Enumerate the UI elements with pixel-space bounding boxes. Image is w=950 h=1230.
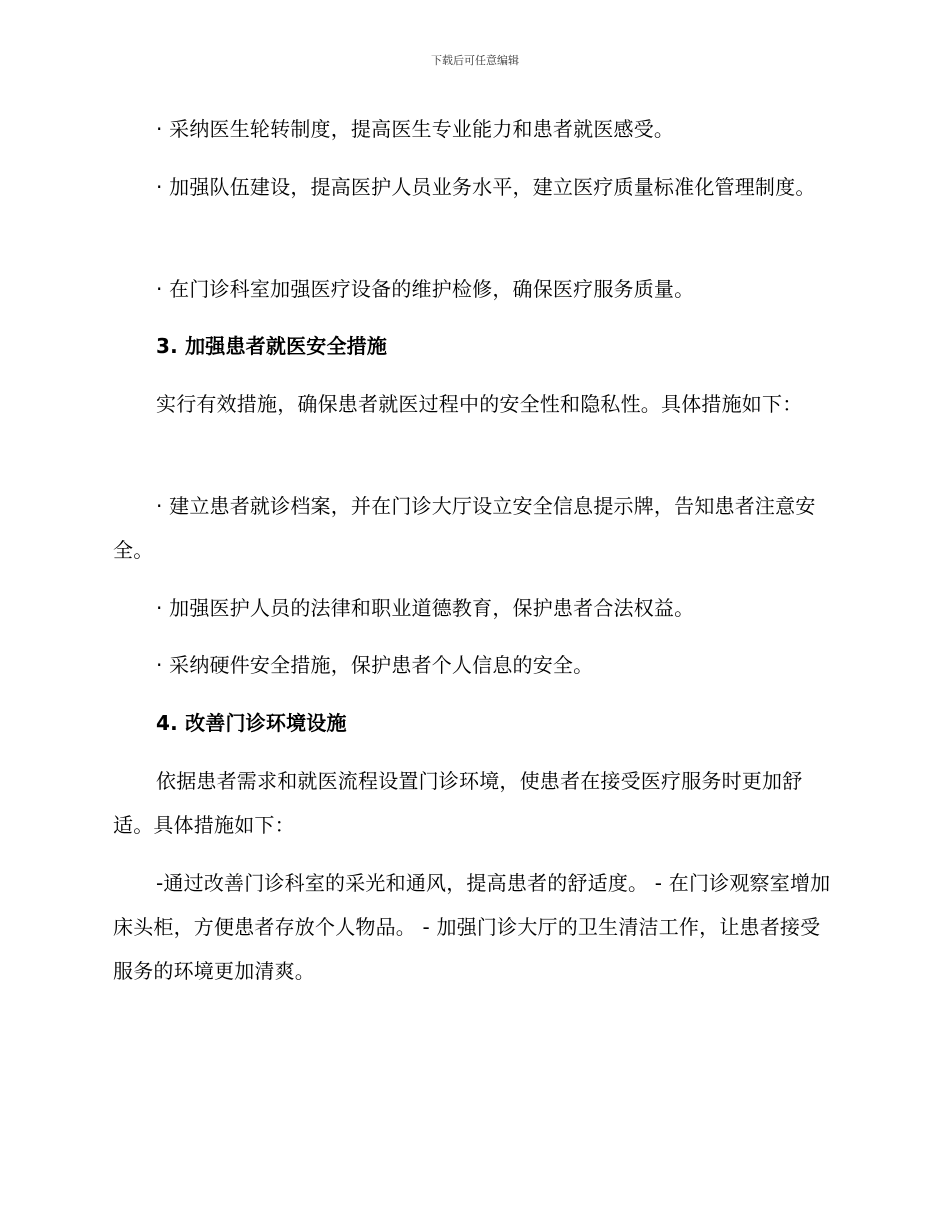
bullet-patient-records: · 建立患者就诊档案，并在门诊大厅设立安全信息提示牌，告知患者注意安全。	[113, 494, 816, 562]
section-heading-4: 4. 改善门诊环境设施	[156, 711, 347, 735]
section-heading-3: 3. 加强患者就医安全措施	[156, 334, 388, 358]
safety-intro-paragraph: 实行有效措施，确保患者就医过程中的安全性和隐私性。具体措施如下：	[156, 392, 803, 416]
bullet-rotation-system: · 采纳医生轮转制度，提高医生专业能力和患者就医感受。	[156, 117, 675, 141]
page-header-note: 下载后可任意编辑	[431, 54, 519, 67]
environment-intro-paragraph: 依据患者需求和就医流程设置门诊环境，使患者在接受医疗服务时更加舒适。具体措施如下：	[113, 769, 803, 837]
bullet-hardware-safety: · 采纳硬件安全措施，保护患者个人信息的安全。	[156, 653, 594, 677]
bullet-legal-education: · 加强医护人员的法律和职业道德教育，保护患者合法权益。	[156, 596, 695, 620]
bullet-equipment-maintenance: · 在门诊科室加强医疗设备的维护检修，确保医疗服务质量。	[156, 277, 695, 301]
environment-measures-paragraph: -通过改善门诊科室的采光和通风，提高患者的舒适度。 - 在门诊观察室增加床头柜，方便患者存放个人物品。 - 加强门诊大厅的卫生清洁工作，让患者接受服务的环境更加清爽。	[113, 871, 831, 983]
bullet-team-building: · 加强队伍建设，提高医护人员业务水平，建立医疗质量标准化管理制度。	[156, 175, 816, 199]
